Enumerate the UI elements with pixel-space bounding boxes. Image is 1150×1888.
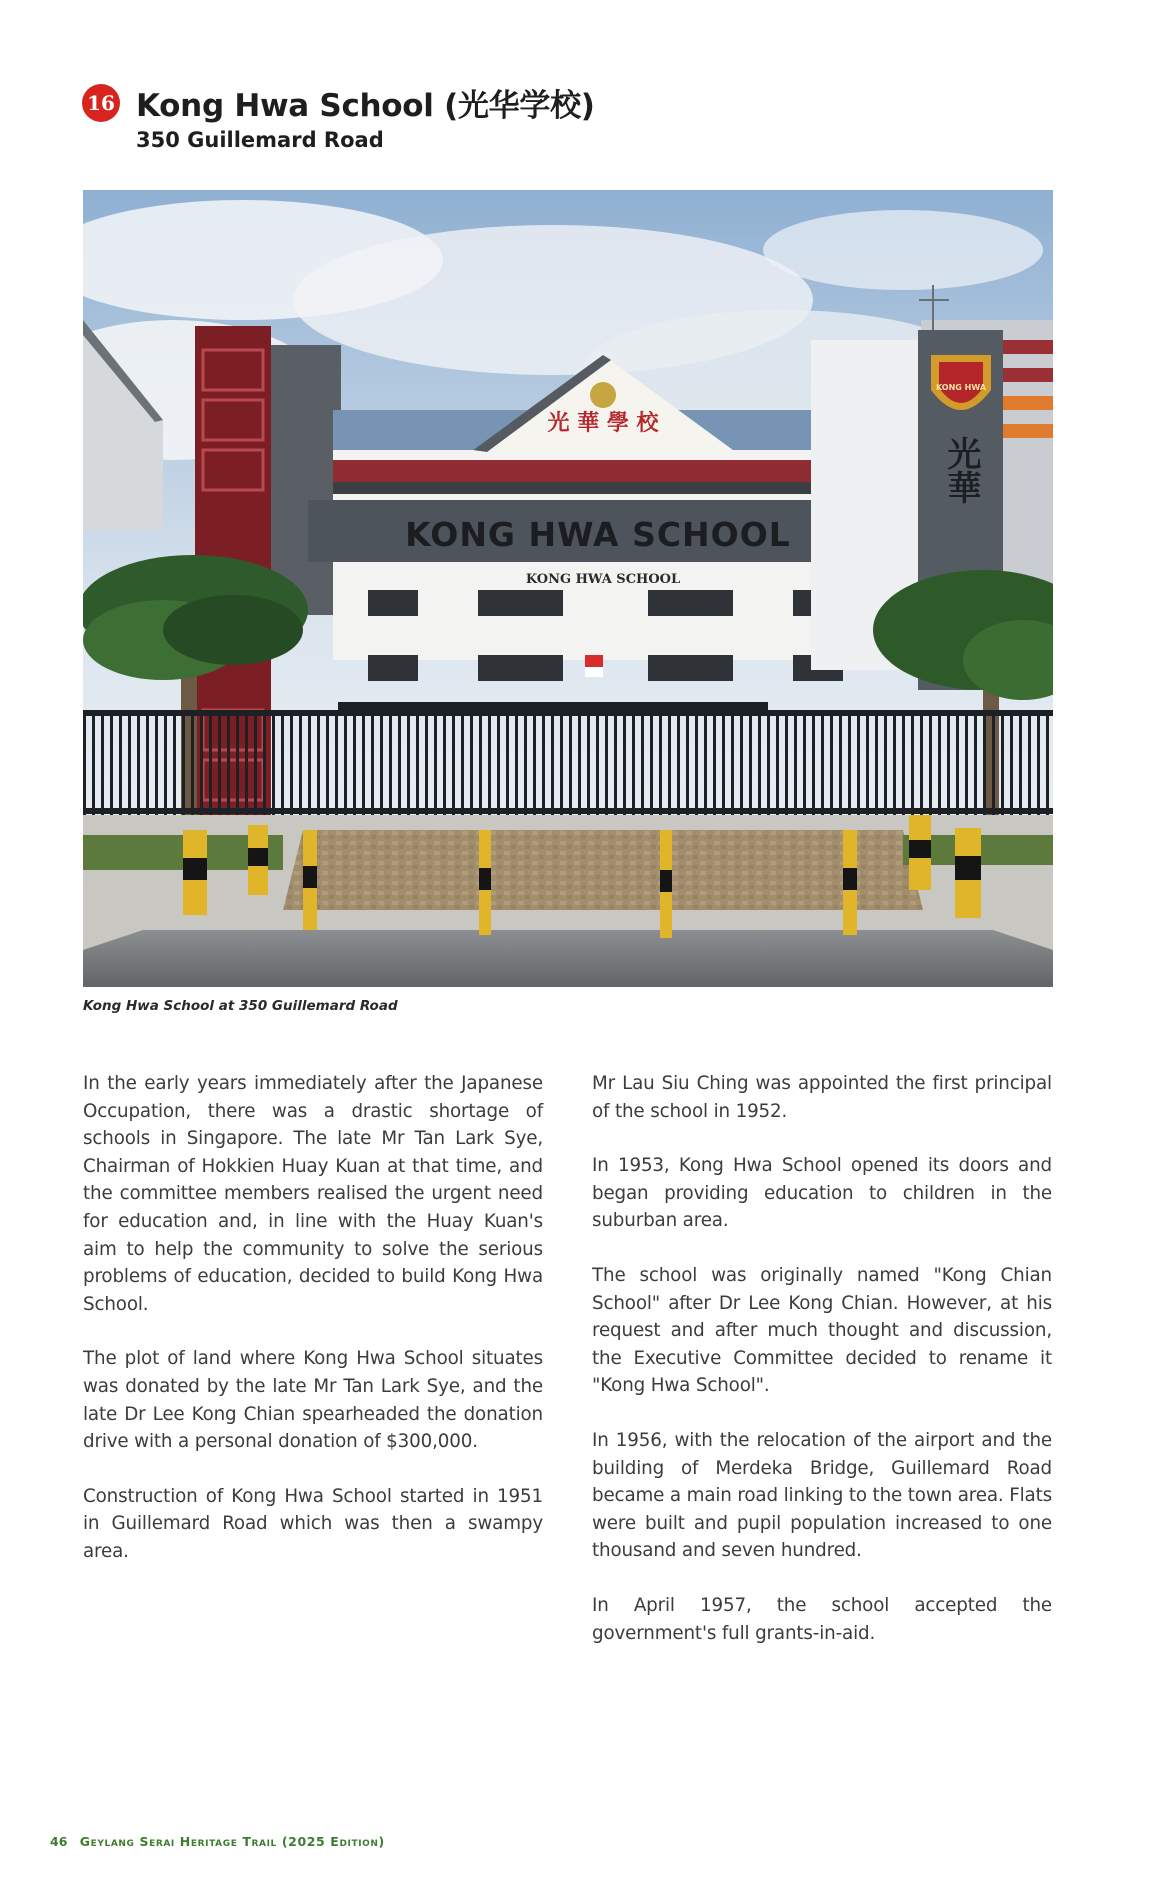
page-number: 46 bbox=[50, 1834, 68, 1849]
page-footer bbox=[50, 1834, 385, 1849]
paragraph: In 1956, with the relocation of the airport and the building of Merdeka Bridge, Guillemard Road became a main road linking to the town area. Flats were built and pupil population increased to one thousand and seven hundred. bbox=[592, 1429, 1052, 1562]
paragraph: The plot of land where Kong Hwa School situates was donated by the late Mr Tan Lark Sye, and the late Dr Lee Kong Chian spearheaded the donation drive with a personal donation of $300,000. bbox=[83, 1348, 543, 1453]
building-sign: KONG HWA SCHOOL bbox=[405, 515, 791, 554]
running-title: Geylang Serai Heritage Trail (2025 Edition) bbox=[79, 1834, 385, 1849]
pediment-characters: 光 華 學 校 bbox=[547, 410, 659, 436]
left-text-column bbox=[83, 1070, 543, 1593]
paragraph: The school was originally named "Kong Chian School" after Dr Lee Kong Chian. However, at his request and after much thought and discussion, the Executive Committee decided to rename it "Kong Hwa School". bbox=[592, 1264, 1052, 1397]
crest-text: KONG HWA bbox=[935, 383, 987, 392]
address-subtitle: 350 Guillemard Road bbox=[136, 128, 384, 152]
school-photo bbox=[83, 190, 1053, 987]
paragraph: Construction of Kong Hwa School started in 1951 in Guillemard Road which was then a swampy area. bbox=[83, 1485, 543, 1562]
paragraph: In April 1957, the school accepted the government's full grants-in-aid. bbox=[592, 1594, 1052, 1644]
facade-sign: KONG HWA SCHOOL bbox=[525, 572, 681, 587]
page-title: Kong Hwa School (光华学校) bbox=[136, 88, 595, 124]
tower-characters: 光華 bbox=[941, 436, 981, 504]
paragraph: In 1953, Kong Hwa School opened its doors and began providing education to children in the suburban area. bbox=[592, 1155, 1052, 1232]
stop-number-badge: 16 bbox=[82, 84, 120, 122]
paragraph: Mr Lau Siu Ching was appointed the first principal of the school in 1952. bbox=[592, 1073, 1052, 1122]
paragraph: In the early years immediately after the Japanese Occupation, there was a drastic shortage of schools in Singapore. The late Mr Tan Lark Sye, Chairman of Hokkien Huay Kuan at that time, and the committee members realised the urgent need for education and, in line with the Huay Kuan's aim to help the community to solve the serious problems of education, decided to build Kong Hwa School. bbox=[83, 1073, 543, 1315]
photo-caption: Kong Hwa School at 350 Guillemard Road bbox=[83, 998, 398, 1014]
right-text-column bbox=[592, 1070, 1052, 1674]
